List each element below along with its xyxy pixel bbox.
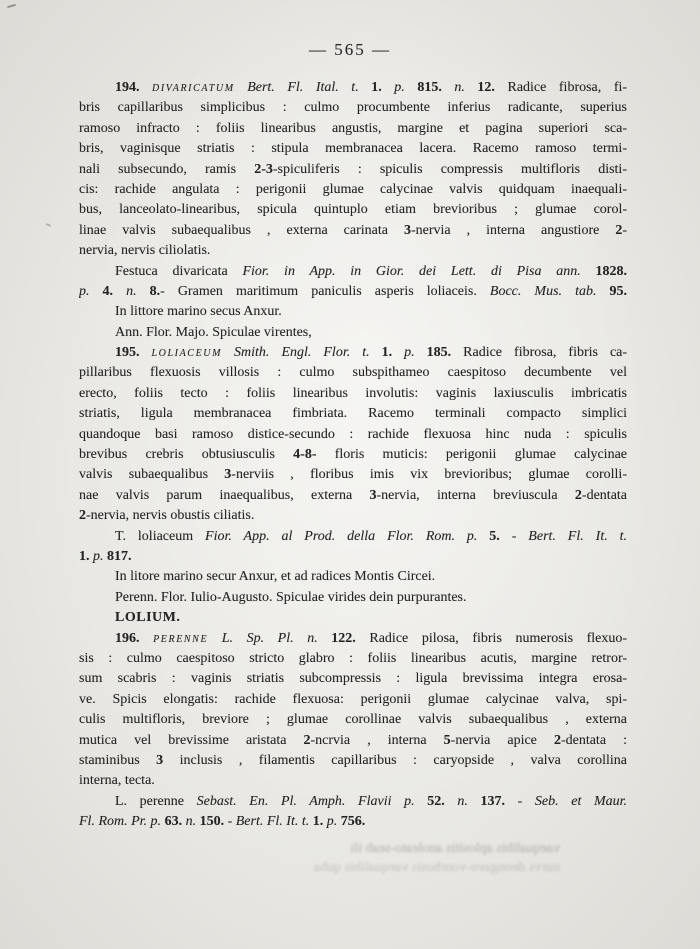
text-segment: valvis subaequalibus [79,467,225,483]
text-segment: - [227,814,236,830]
text-line [79,506,627,526]
text-segment: L. perenne [115,793,197,809]
text-segment: staminibus [79,752,157,768]
text-line [79,384,627,404]
text-line [79,751,627,771]
text-segment: Ann. Flor. Majo. Spiculae virentes, [115,324,312,340]
paragraph [79,343,627,527]
text-segment: n. [126,283,137,299]
text-segment: -dentata : [560,732,627,748]
text-segment: culis multifloris, breviore ; glumae corollinae valvis subaequalibus , externa [79,712,627,728]
text-segment: brevibus crebris obtusiusculis [79,447,294,463]
page-body [79,78,627,832]
text-segment: 1. [369,345,405,361]
text-line [79,323,627,343]
text-segment: Radice fibrosa, fibris ca- [463,345,627,361]
text-segment: 3 [403,222,411,238]
text-segment: striatis, ligula membranacea fimbriata. Racemo terminali compacto simplici [79,406,627,422]
text-segment: 137. [467,793,518,809]
text-line [79,139,627,159]
text-line [79,669,627,689]
text-line [79,547,627,567]
text-line [79,343,627,363]
text-line [79,262,627,282]
text-segment: - [517,793,535,809]
text-segment: erecto, foliis tecto : foliis linearibus involutis: vaginis laxiusculis imbricatis [79,385,627,401]
text-segment: -dentata [581,487,627,503]
text-segment: bris capillaribus simplicibus : culmo procumbente inferius radicante, superius [79,100,627,116]
text-segment: 756. [337,814,366,830]
paragraph [79,792,627,833]
text-segment: Fior. App. al Prod. della Flor. Rom. p. [205,528,478,544]
text-line [79,465,627,485]
text-line [79,302,627,322]
text-segment: pillaribus flexuosis villosis : culmo subspithameo caespitoso decumbente vel [79,365,627,381]
text-line [79,629,627,649]
text-line [79,363,627,383]
text-segment: 815. [404,80,455,95]
text-segment: Bert. Fl. Ital. t. [247,80,359,95]
text-segment: 5 [443,732,451,748]
text-line [79,119,627,139]
text-segment: 95. [596,283,627,299]
text-segment: 5. [477,528,512,544]
text-segment: -nervia, nervis obustis ciliatis. [86,508,255,524]
text-line [79,588,627,608]
text-segment: 2 [553,732,561,748]
text-segment: ramoso infracto : foliis linearibus angustis, margine et pagina superiori sca- [79,120,627,136]
text-segment: 4-8- [293,447,317,463]
text-segment: p. [79,283,90,299]
text-line [79,690,627,710]
text-segment: sis : culmo caespitoso stricto glabro : foliis linearibus acutis, margine retror- [79,650,627,666]
text-segment: Perenn. Flor. Iulio-Augusto. Spiculae virides dein purpurantes. [115,589,467,605]
text-line [79,404,627,424]
text-segment: Bocc. Mus. tab. [489,283,597,299]
text-line [79,200,627,220]
text-segment: Radice pilosa, fibris numerosis flexuo- [369,630,627,646]
text-segment: floris muticis: perigonii glumae calycinae [316,447,627,463]
paragraph [79,567,627,587]
text-segment: Bert. Fl. It. t. [235,814,310,830]
text-segment: bus, lanceolato-linearibus, spicula quintuplo etiam brevioribus ; glumae corol- [79,202,627,218]
text-segment: 2 [79,508,86,524]
text-segment: 1828. [580,263,627,279]
text-segment: 122. [317,630,370,646]
text-segment: n. [454,80,465,95]
paragraph [79,629,627,792]
text-segment [222,345,234,360]
text-segment: linae valvis subaequalibus , externa carinata [79,222,404,238]
text-segment: p. [394,80,405,95]
text-segment: 2 [303,732,311,748]
paragraph [79,588,627,608]
text-segment: -ncrvia , interna [310,732,444,748]
text-segment: n. [457,793,468,809]
text-segment: -spiculiferis : spiculis compressis multifloris disti- [272,161,627,177]
text-segment: 185. [414,345,464,361]
paragraph [79,78,627,262]
text-segment: p. [404,345,415,361]
text-segment: 2 [615,222,623,238]
species-name: loliaceum [151,345,223,361]
text-line [79,812,627,832]
text-segment [208,631,222,646]
text-segment: nervia, nervis ciliolatis. [79,243,211,259]
text-segment: inclusis , filamentis capillaribus : caryopside , valva corollina [163,752,627,768]
text-line [79,792,627,812]
text-segment: -nervia , interna angustiore [410,222,616,238]
text-line [79,282,627,302]
text-line [79,180,627,200]
text-line [79,160,627,180]
text-segment: LOLIUM. [115,610,181,626]
text-segment: - Gramen maritimum paniculis asperis loliaceis. [160,283,490,299]
text-segment: 3 [369,487,377,503]
text-segment: quandoque basi ramoso distice-secundo : rachide flexuosa hinc nuda : spiculis [79,426,627,442]
text-segment: 52. [414,793,458,809]
text-segment: interna, tecta. [79,773,155,789]
text-segment: ve. Spicis elongatis: rachide flexuosa: perigonii glumae calycinae valva, spi- [79,691,627,707]
text-segment [235,80,248,95]
text-line [79,771,627,791]
text-segment: cis: rachide angulata : perigonii glumae calycinae valvis quidquam inaequali- [79,181,627,197]
text-line [79,567,627,587]
text-line [79,445,627,465]
text-segment: 150. [196,814,228,830]
text-line [79,710,627,730]
text-segment: Fior. in App. in Gior. dei Lett. di Pisa ann. [242,263,581,279]
paragraph [79,302,627,322]
text-segment: Radice fibrosa, fi- [507,80,627,95]
species-name: divaricatum [152,80,235,95]
paragraph [79,323,627,343]
bleedthrough-text: vaequalibis aplositis anoleato-seab ili [350,841,560,856]
text-segment: 3 [156,752,164,768]
text-segment: p. [326,814,338,830]
text-segment: sum scabris : vaginis striatis subcompressis : ligula brevissima integra erosa- [79,671,627,687]
bleedthrough-text: nurvs deongavo-vonrhosis vaequalibis quba [313,860,560,875]
text-line [79,731,627,751]
text-segment: 63. [161,814,186,830]
paragraph [79,262,627,303]
text-segment: 1. [358,80,395,95]
text-line [79,486,627,506]
text-segment: Seb. et Maur. [534,793,627,809]
species-name: perenne [153,630,209,646]
text-segment: 196. [115,630,154,646]
text-segment: 2 [574,487,582,503]
text-segment: 12. [464,80,508,95]
text-segment: - [511,528,529,544]
text-segment: 1. [79,548,93,564]
text-segment: 4. [89,283,127,299]
text-segment: p. [93,548,104,564]
text-line [79,241,627,261]
text-segment: Sebast. En. Pl. Amph. Flavii p. [196,793,415,809]
paragraph [79,527,627,568]
text-segment: 8. [136,283,161,299]
text-segment: 3 [224,467,232,483]
scan-speck [46,223,51,227]
text-segment: 817. [103,548,132,564]
text-segment: 2-3 [254,161,273,177]
text-segment: mutica vel brevissime aristata [79,732,304,748]
text-segment: -nervia, interna breviuscula [376,487,575,503]
text-line [79,527,627,547]
text-segment: Smith. Engl. Flor. t. [234,345,370,361]
text-segment: 194. [115,80,153,95]
text-line [79,98,627,118]
text-segment: nae valvis parum inaequalibus, externa [79,487,370,503]
text-segment: bris, vaginisque striatis : stipula membranacea lacera. Racemo ramoso termi- [79,141,627,157]
text-segment: -nerviis , floribus imis vix brevioribus; glumae corolli- [231,467,627,483]
text-segment: nali subsecundo, ramis [79,161,255,177]
text-line [79,649,627,669]
text-segment: 195. [115,345,152,361]
text-segment: -nervia apice [450,732,554,748]
text-segment: In litore marino secur Anxur, et ad radices Montis Circei. [115,569,436,585]
text-segment: Bert. Fl. It. t. [528,528,627,544]
text-segment: 1. [309,814,327,830]
text-line [79,221,627,241]
text-segment: n. [185,814,197,830]
text-line [79,78,627,98]
paragraph [79,608,627,628]
text-segment: In littore marino secus Anxur. [115,304,282,320]
text-segment: L. Sp. Pl. n. [221,630,318,646]
text-segment: Festuca divaricata [115,263,243,279]
text-segment: - [622,222,627,238]
text-segment: T. loliaceum [115,528,206,544]
page-number-header: — 565 — [309,40,391,59]
text-segment: Fl. Rom. Pr. p. [79,814,162,830]
text-line [79,425,627,445]
text-line [79,608,627,628]
